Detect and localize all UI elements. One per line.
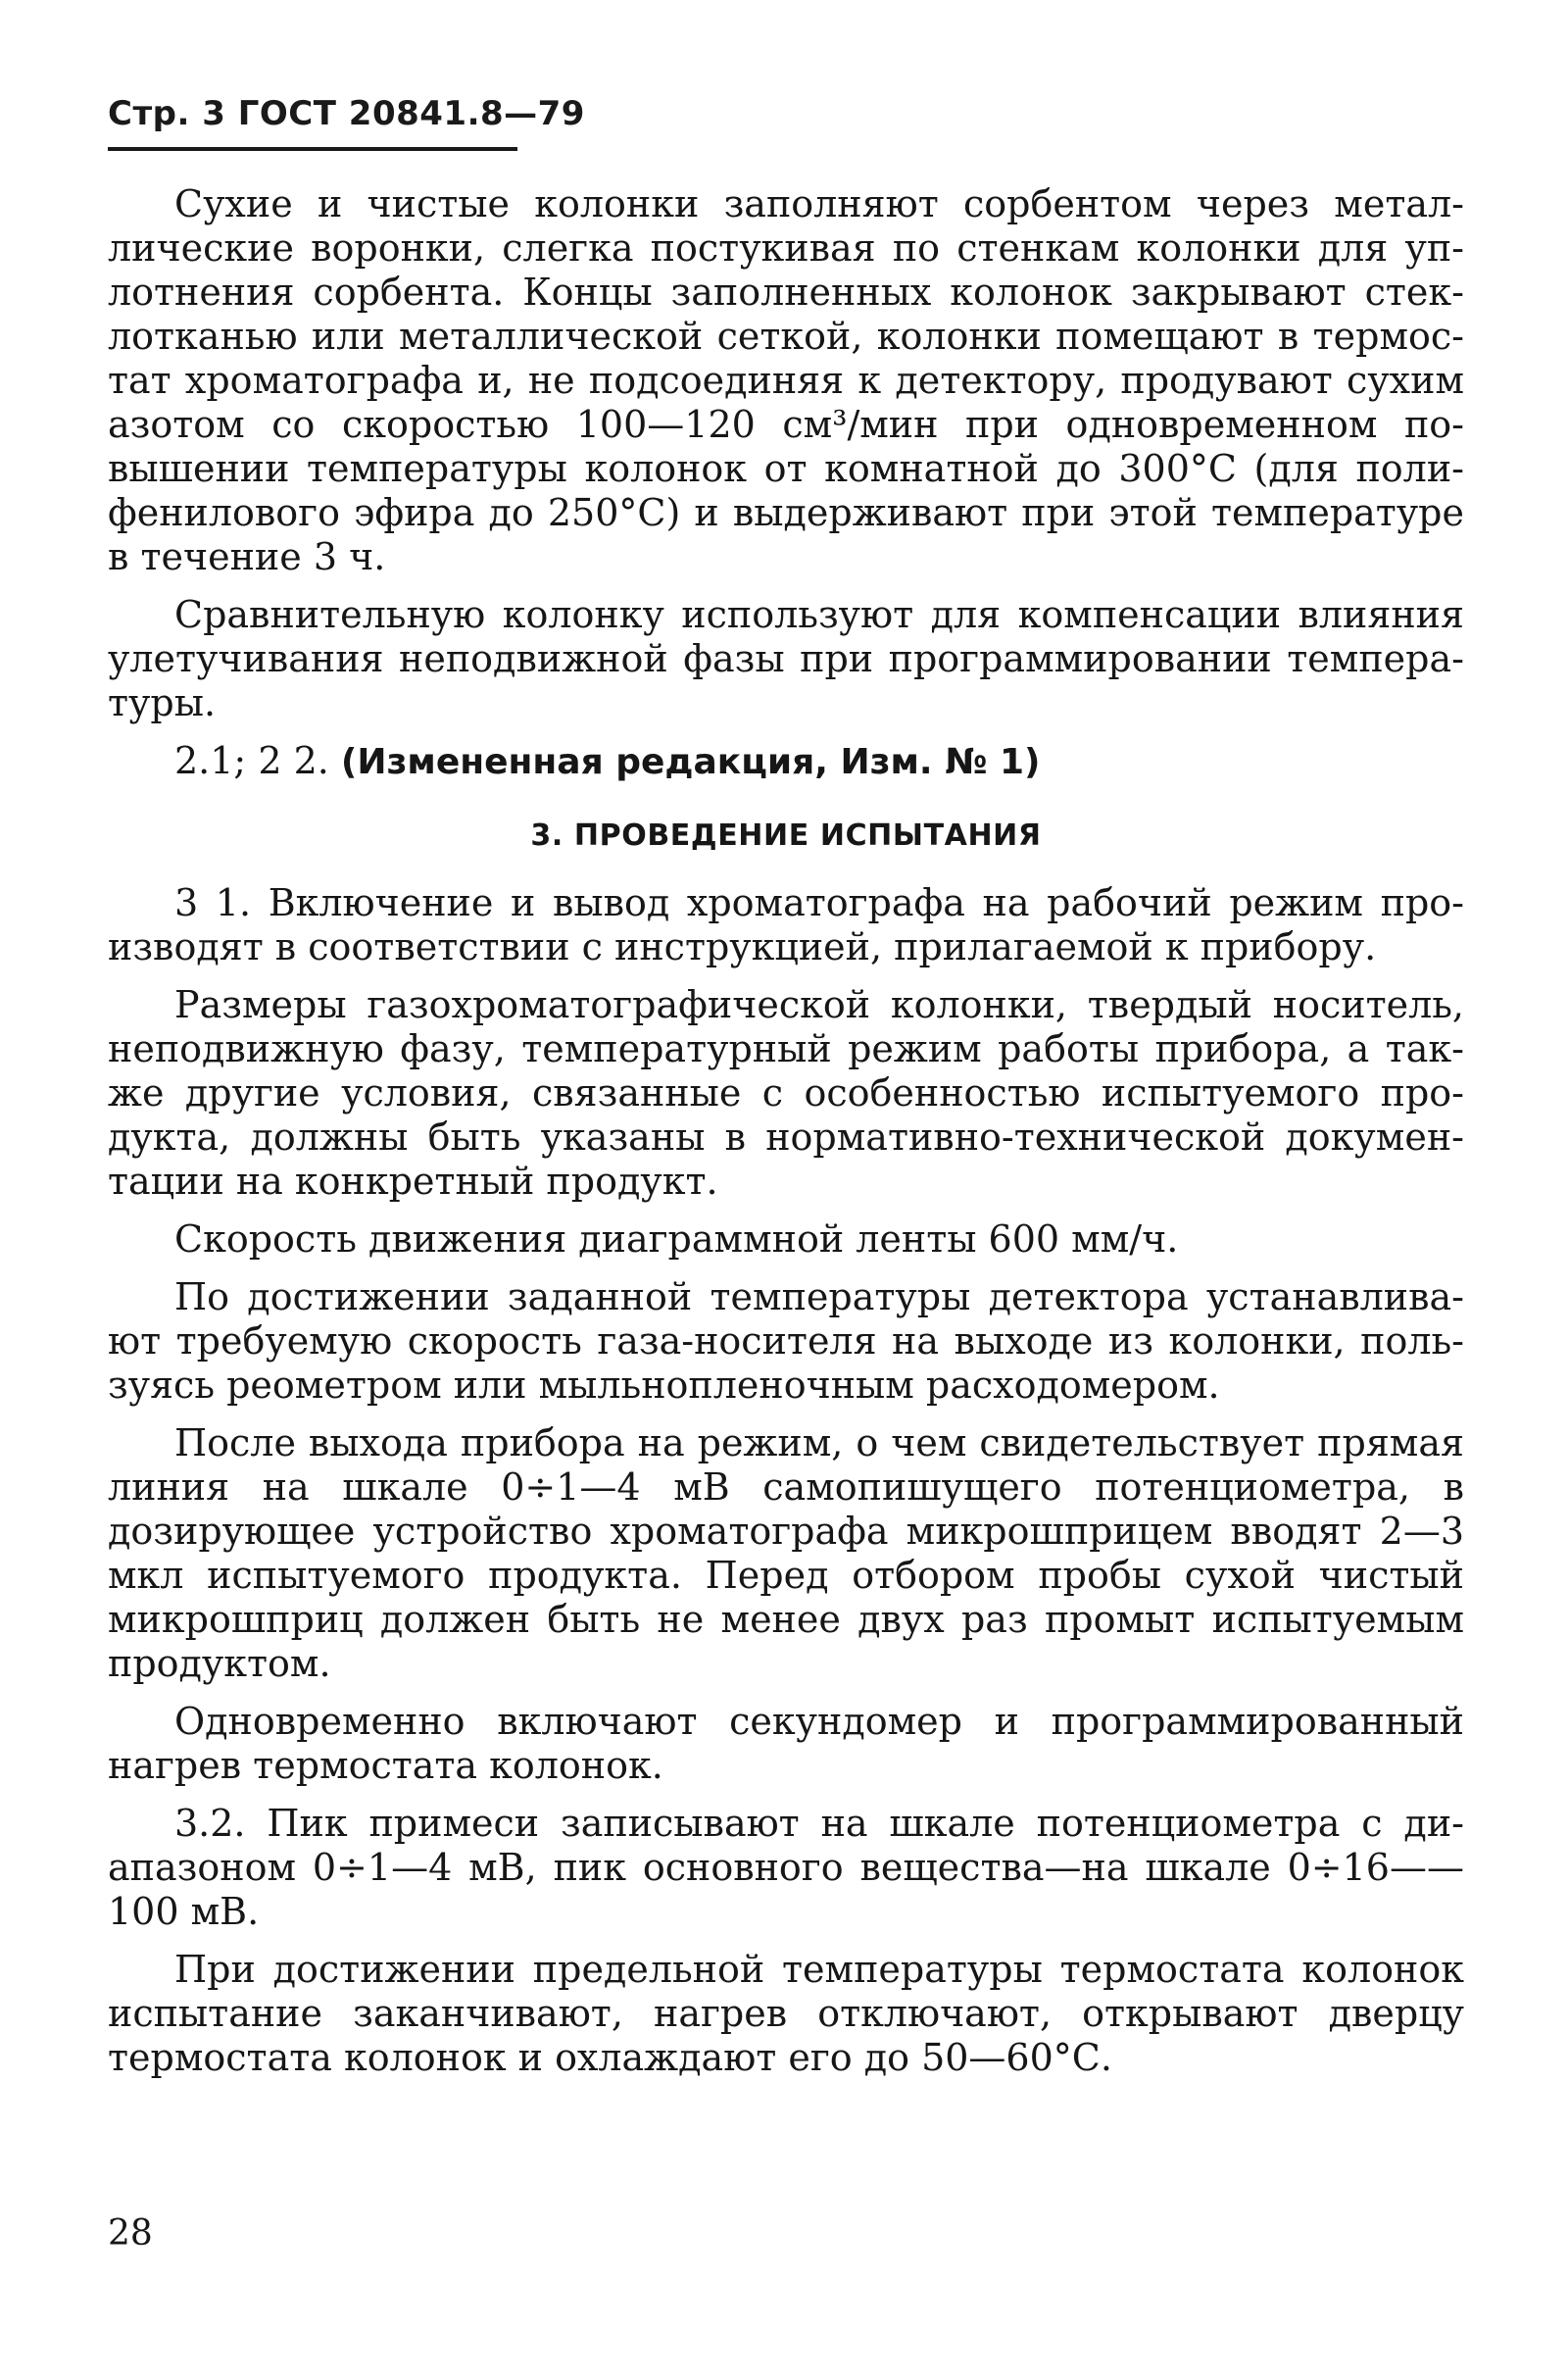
paragraph-stopwatch: Одновременно включают секундомер и программированный нагрев термостата колонок.: [108, 1700, 1464, 1787]
paragraph-3-2: 3.2. Пик примеси записывают на шкале потенциометра с диапазоном 0÷1—4 мВ, пик основного вещества—на шкале 0÷16——100 мВ.: [108, 1802, 1464, 1933]
paragraph-column-dimensions: Размеры газохроматографической колонки, твердый носитель, неподвижную фазу, температурный режим работы прибора, а также другие условия, связанные с особенностью испытуемого продукта, должны быть указаны в нормативно-технической документации на конкретный продукт.: [108, 983, 1464, 1203]
page-header: Стр. 3 ГОСТ 20841.8—79: [108, 94, 585, 133]
section-title: 3. ПРОВЕДЕНИЕ ИСПЫТАНИЯ: [530, 818, 1042, 853]
paragraph-carrier-gas: По достижении заданной температуры детектора устанавливают требуемую скорость газа-носителя на выходе из колонки, пользуясь реометром или мыльнопленочным расходомером.: [108, 1275, 1464, 1407]
amendment-ref: 2.1; 2 2.: [174, 739, 329, 782]
amendment-text: (Измененная редакция, Изм. № 1): [340, 742, 1041, 782]
header-rule: [108, 147, 517, 151]
amendment-note: [108, 739, 1464, 784]
page-number: 28: [108, 2213, 153, 2254]
paragraph-3-1: 3 1. Включение и вывод хроматографа на рабочий режим производят в соответствии с инструкцией, прилагаемой к прибору.: [108, 881, 1464, 968]
document-body: [108, 182, 1464, 2094]
paragraph-chart-speed: Скорость движения диаграммной ленты 600 мм/ч.: [174, 1217, 1179, 1261]
paragraph-test-end: При достижении предельной температуры термостата колонок испытание заканчивают, нагрев отключают, открывают дверцу термостата колонок и охлаждают его до 50—60°С.: [108, 1948, 1464, 2079]
paragraph-column-filling: Сухие и чистые колонки заполняют сорбентом через металлические воронки, слегка постукивая по стенкам колонки для уплотнения сорбента. Концы заполненных колонок закрывают стеклотканью или металлической сеткой, колонки помещают в термостат хроматографа и, не подсоединяя к детектору, продувают сухим азотом со скоростью 100—120 см³/мин при одновременном повышении температуры колонок от комнатной до 300°С (для полифенилового эфира до 250°С) и выдерживают при этой температуре в течение 3 ч.: [108, 182, 1464, 578]
paragraph-reference-column: Сравнительную колонку используют для компенсации влияния улетучивания неподвижной фазы при программировании температуры.: [108, 593, 1464, 724]
paragraph-sample-injection: После выхода прибора на режим, о чем свидетельствует прямая линия на шкале 0÷1—4 мВ самопишущего потенциометра, в дозирующее устройство хроматографа микрошприцем вводят 2—3 мкл испытуемого продукта. Перед отбором пробы сухой чистый микрошприц должен быть не менее двух раз промыт испытуемым продуктом.: [108, 1421, 1464, 1685]
